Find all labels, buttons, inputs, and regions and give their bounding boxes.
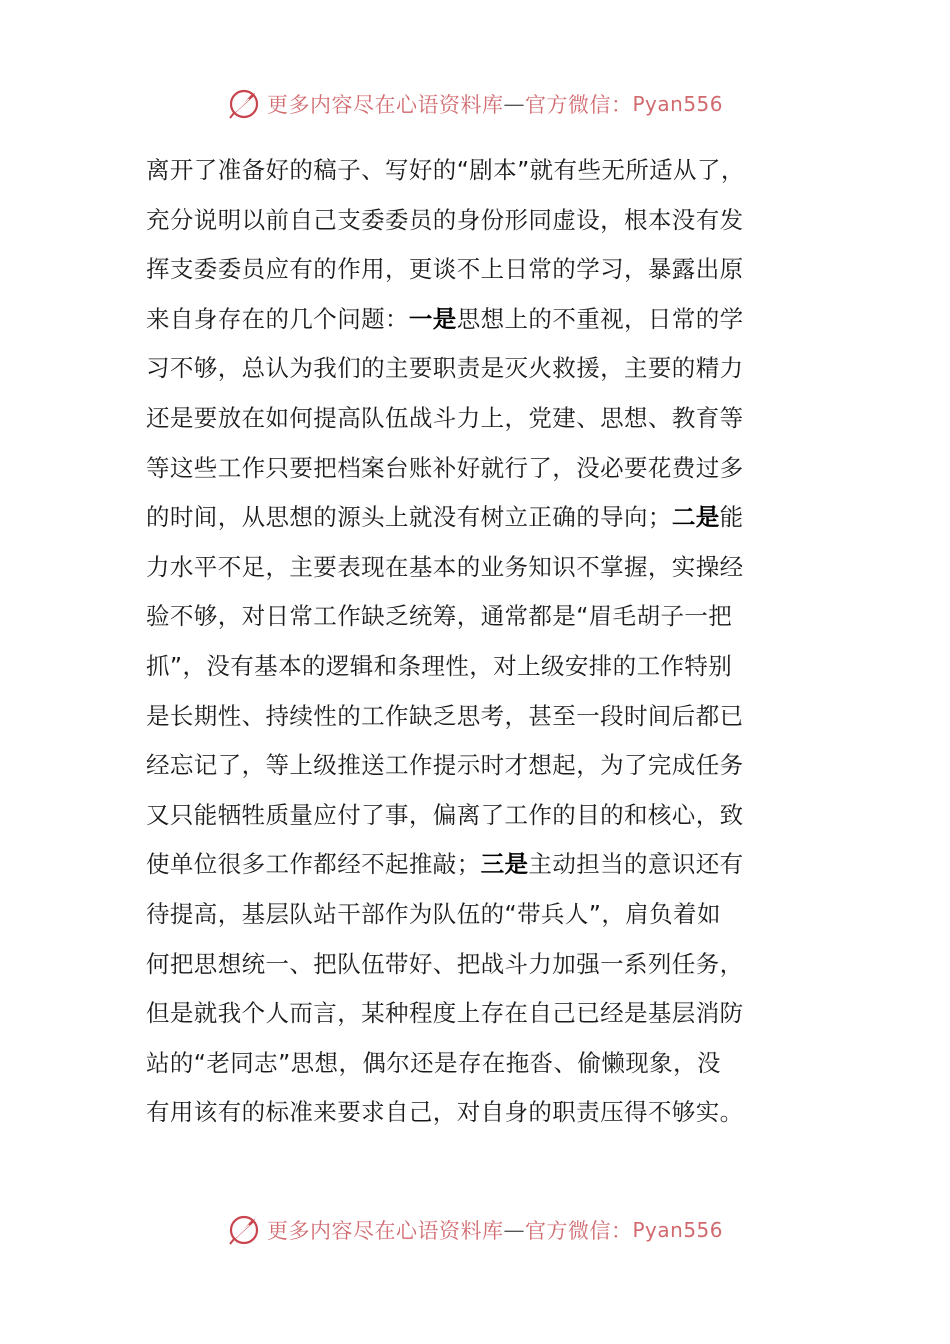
text-line [146,196,806,246]
quill-pen-seal-icon [227,1213,261,1247]
text-line [146,890,806,940]
header-site-text: 更多内容尽在心语资料库 [266,93,504,117]
text-line [146,146,806,196]
text-line [146,642,806,692]
document-body [146,146,806,1138]
text-segment: 验不够，对日常工作缺乏统筹，通常都是“眉毛胡子一把 [146,602,733,631]
text-segment: 的时间，从思想的源头上就没有树立正确的导向； [146,503,672,532]
text-segment: 何把思想统一、把队伍带好、把战斗力加强一系列任务， [146,949,744,978]
text-line [146,295,806,345]
header-dash: — [503,92,525,116]
text-line [146,692,806,742]
text-line [146,1039,806,1089]
footer-channel-label: 官方微信： [524,1219,633,1243]
text-segment: 习不够，总认为我们的主要职责是灭火救援，主要的精力 [146,354,744,383]
bold-marker: 二是 [671,503,720,532]
text-line [146,543,806,593]
text-segment: 能 [719,503,744,532]
text-segment: 抓”，没有基本的逻辑和条理性，对上级安排的工作特别 [146,651,733,680]
footer-site-text: 更多内容尽在心语资料库 [266,1219,504,1243]
text-segment: 离开了准备好的稿子、写好的“剧本”就有些无所适从了， [146,156,745,184]
footer-dash: — [503,1218,525,1242]
header-banner [0,84,950,124]
text-line [146,840,806,890]
text-line [146,989,806,1039]
header-channel-id: Pyan556 [632,92,723,116]
text-segment: 经忘记了，等上级推送工作提示时才想起，为了完成任务 [146,751,744,780]
text-line [146,245,806,295]
bold-marker: 一是 [408,304,457,333]
text-line [146,940,806,990]
text-line [146,741,806,791]
footer-channel-id: Pyan556 [632,1218,723,1242]
text-segment: 挥支委委员应有的作用，更谈不上日常的学习，暴露出原 [146,255,744,284]
text-segment: 待提高，基层队站干部作为队伍的“带兵人”，肩负着如 [146,899,721,928]
text-line [146,444,806,494]
text-segment: 来自身存在的几个问题： [146,304,409,333]
text-line [146,394,806,444]
quill-pen-seal-icon [227,87,261,121]
bold-marker: 三是 [480,850,529,879]
header-channel-label: 官方微信： [524,93,633,117]
text-segment: 主动担当的意识还有 [528,850,744,879]
text-segment: 思想上的不重视，日常的学 [456,304,744,333]
text-line [146,493,806,543]
text-segment: 等这些工作只要把档案台账补好就行了，没必要花费过多 [146,453,744,482]
text-segment: 是长期性、持续性的工作缺乏思考，甚至一段时间后都已 [146,701,744,730]
text-line [146,1088,806,1138]
text-line [146,344,806,394]
text-segment: 站的“老同志”思想，偶尔还是存在拖沓、偷懒现象，没 [146,1048,721,1077]
text-line [146,791,806,841]
text-segment: 还是要放在如何提高队伍战斗力上，党建、思想、教育等 [146,403,744,432]
text-segment: 但是就我个人而言，某种程度上存在自己已经是基层消防 [146,999,744,1028]
text-line [146,592,806,642]
footer-banner [0,1210,950,1250]
text-segment: 充分说明以前自己支委委员的身份形同虚设，根本没有发 [146,205,744,234]
text-segment: 又只能牺牲质量应付了事，偏离了工作的目的和核心，致 [146,800,744,829]
text-segment: 有用该有的标准来要求自己，对自身的职责压得不够实。 [146,1098,744,1127]
text-segment: 使单位很多工作都经不起推敲； [146,850,481,879]
text-segment: 力水平不足，主要表现在基本的业务知识不掌握，实操经 [146,552,744,581]
